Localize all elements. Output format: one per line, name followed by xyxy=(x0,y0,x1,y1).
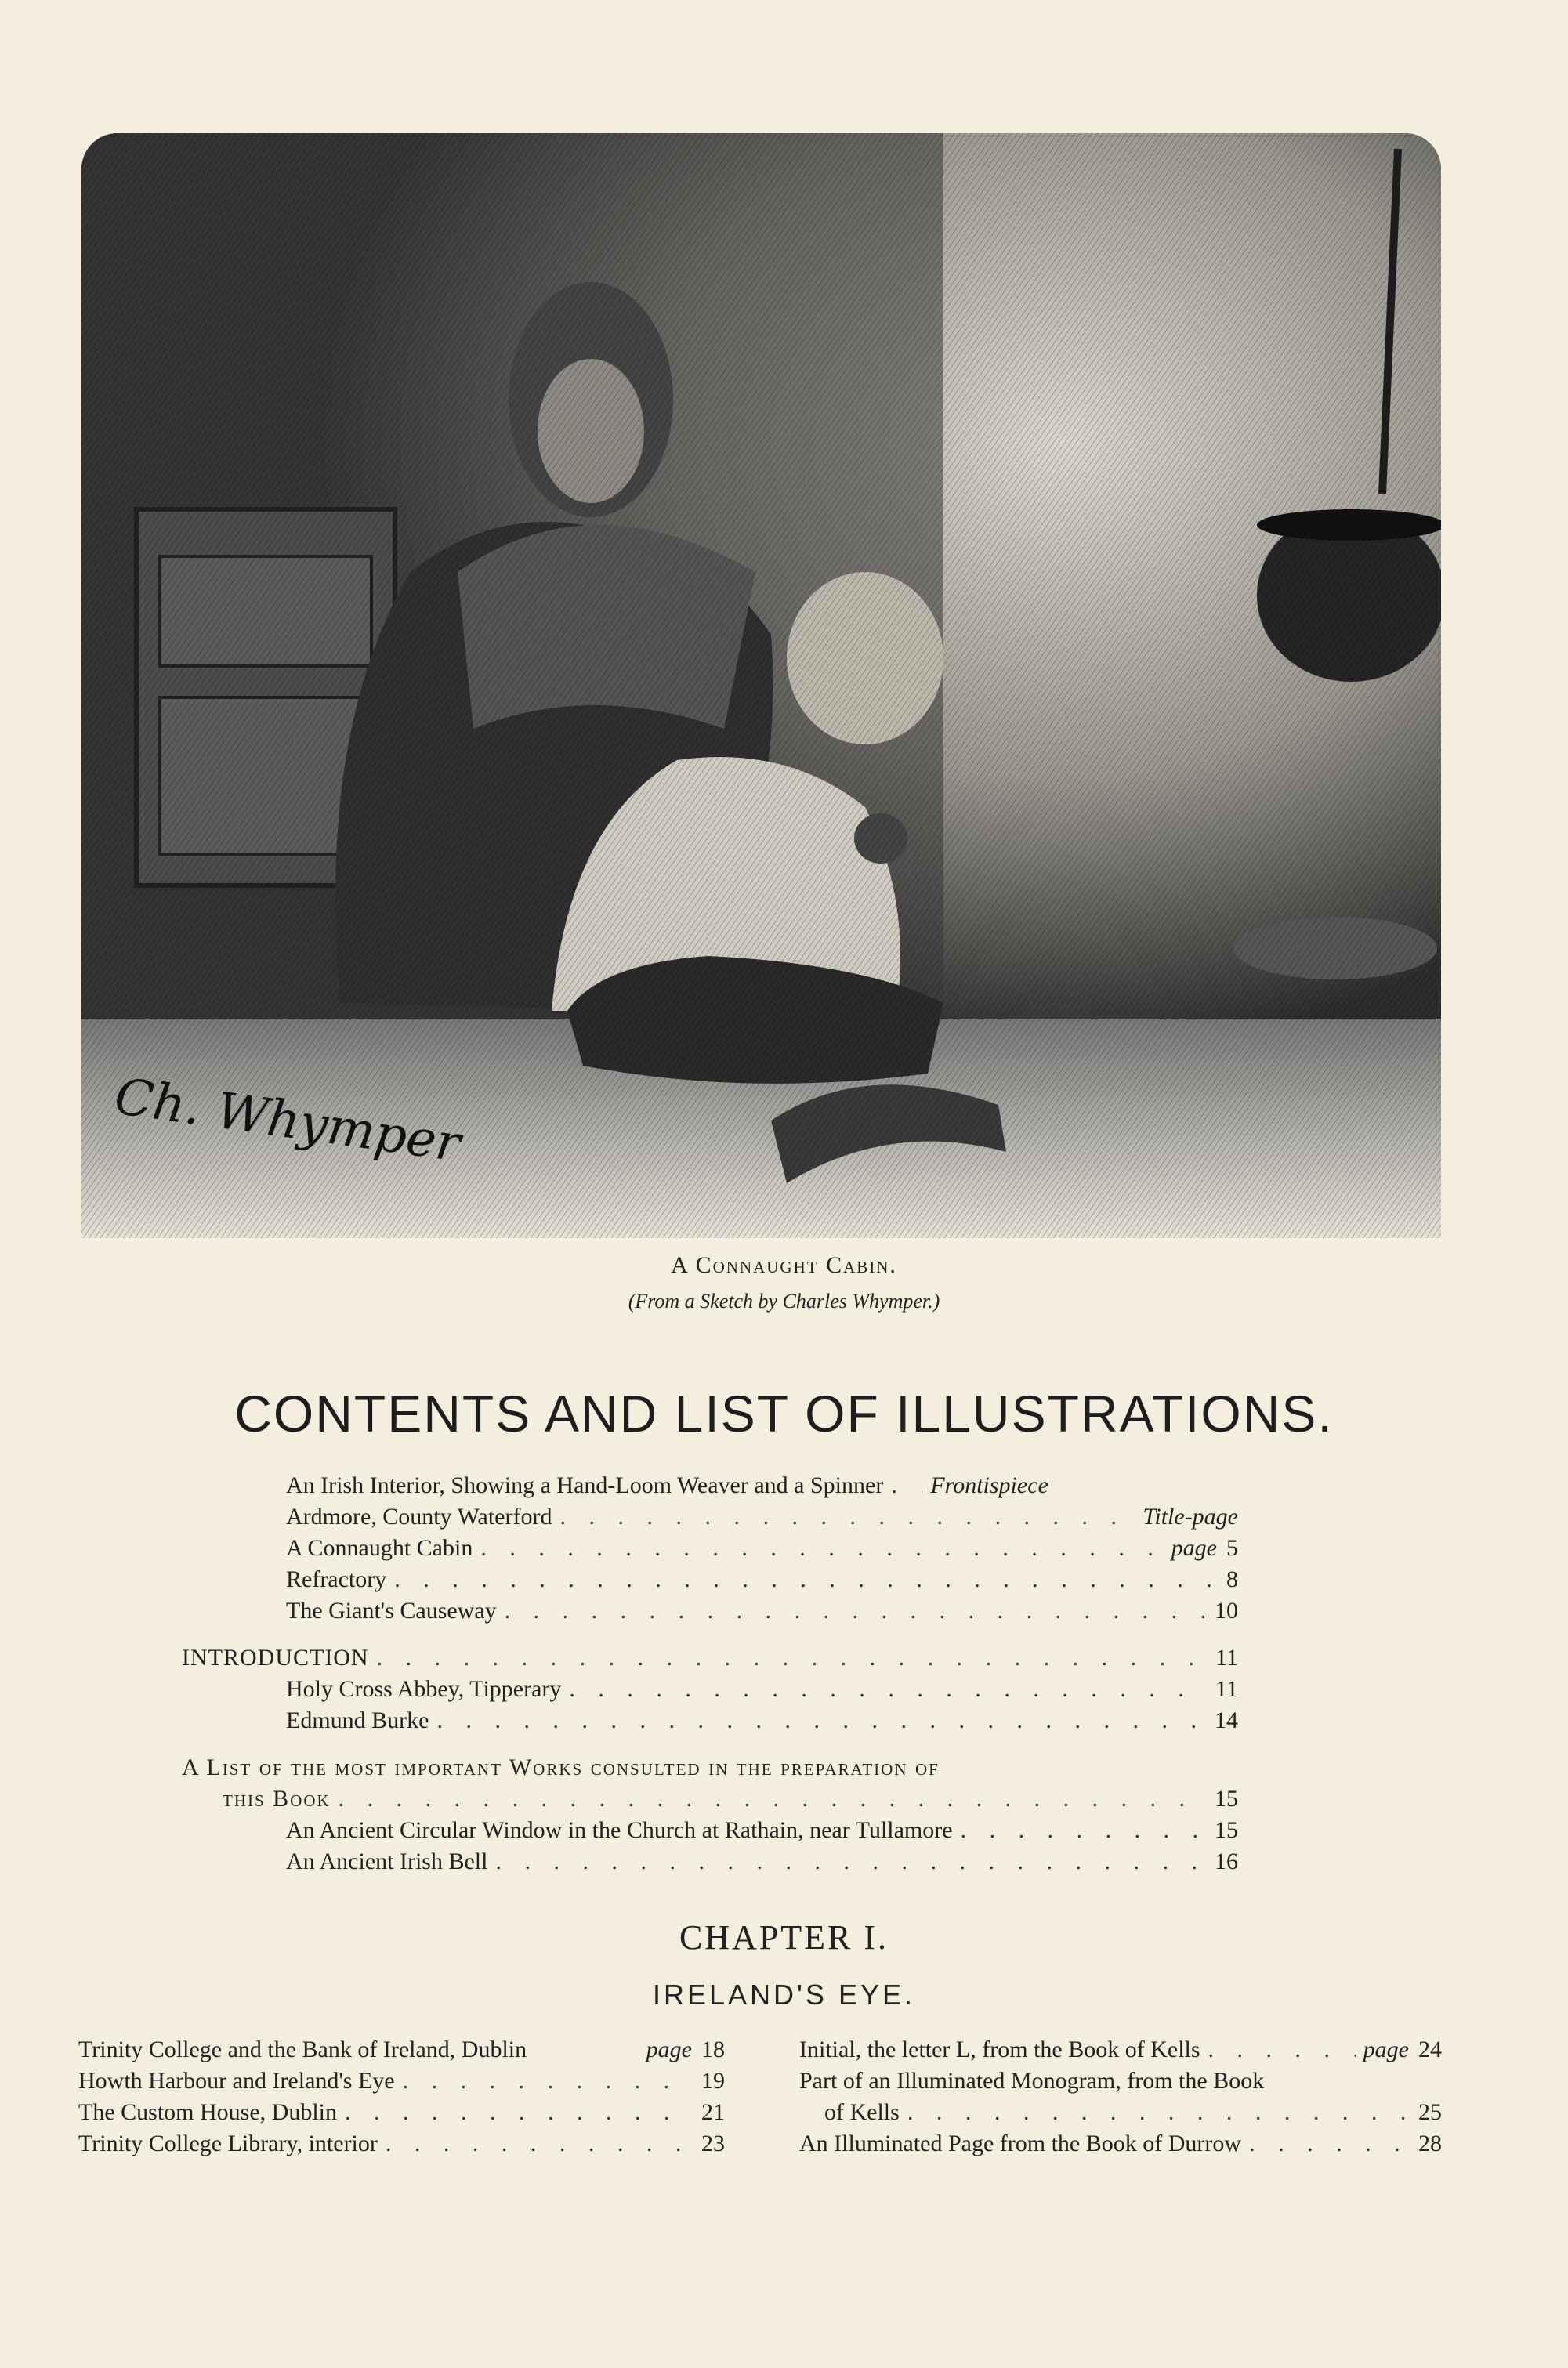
toc-entry[interactable] xyxy=(286,1595,1238,1627)
chapter-entry-title: The Custom House, Dublin xyxy=(78,2099,337,2125)
toc-entry[interactable] xyxy=(286,1846,1238,1877)
chapter-entry-page: 25 xyxy=(1418,2099,1442,2125)
dot-leader xyxy=(1249,2128,1410,2160)
dot-leader xyxy=(394,1564,1219,1595)
toc-section-title: A List of the most important Works consulted in the preparation of xyxy=(182,1754,940,1780)
toc-entry-title: Holy Cross Abbey, Tipperary xyxy=(286,1676,562,1702)
chapter-entry-page: 24 xyxy=(1418,2037,1442,2062)
dot-leader xyxy=(505,1595,1207,1627)
toc-entry-title: An Irish Interior, Showing a Hand-Loom Weaver and a Spinner xyxy=(286,1472,884,1498)
toc-section-works-list[interactable] xyxy=(182,1752,1238,1783)
chapter-entry-title: Part of an Illuminated Monogram, from the Book xyxy=(799,2068,1265,2094)
toc-section-title: INTRODUCTION xyxy=(182,1645,369,1671)
toc-entry-page: Frontispiece xyxy=(930,1472,1048,1498)
chapter-entry-title: Trinity College and the Bank of Ireland, Dublin xyxy=(78,2037,527,2062)
toc-entry[interactable] xyxy=(286,1470,1238,1501)
toc-section-page: 11 xyxy=(1215,1645,1238,1671)
chapter-entry-title: Trinity College Library, interior xyxy=(78,2131,378,2156)
dot-leader xyxy=(559,1501,1135,1533)
illustration-caption: A Connaught Cabin. xyxy=(671,1252,897,1278)
toc-entry-page: Title-page xyxy=(1143,1504,1238,1530)
chapter-entry-title: Howth Harbour and Ireland's Eye xyxy=(78,2068,395,2094)
chapter-entry[interactable] xyxy=(799,2034,1442,2066)
toc-entry-title: An Ancient Circular Window in the Church at Rathain, near Tullamore xyxy=(286,1817,953,1843)
chapter-entry-page: 19 xyxy=(701,2068,725,2094)
page-word: page xyxy=(1171,1535,1217,1561)
toc-entry-page: 8 xyxy=(1226,1566,1238,1592)
chapter-entry[interactable] xyxy=(78,2066,725,2097)
toc-entry-title: The Giant's Causeway xyxy=(286,1598,497,1624)
toc-entry[interactable] xyxy=(286,1674,1238,1705)
dot-leader xyxy=(386,2128,693,2160)
engraving-image xyxy=(81,133,1441,1238)
chapter-entry-page: 21 xyxy=(701,2099,725,2125)
toc-entry-page: 5 xyxy=(1226,1535,1238,1561)
toc-entry[interactable] xyxy=(286,1815,1238,1846)
chapter-entry-page: 18 xyxy=(701,2037,725,2062)
chapter-entry-page: 28 xyxy=(1418,2131,1442,2156)
chapter-entry-title: Initial, the letter L, from the Book of Kells xyxy=(799,2037,1200,2062)
toc-entry[interactable] xyxy=(286,1705,1238,1736)
toc-entry-page: 15 xyxy=(1215,1817,1238,1843)
chapter-entry-continued[interactable] xyxy=(824,2097,1442,2128)
toc-section-page: 15 xyxy=(1215,1786,1238,1812)
dot-leader xyxy=(403,2066,693,2097)
toc-entry-page: 16 xyxy=(1215,1848,1238,1874)
dot-leader xyxy=(345,2097,693,2128)
toc-entry-title: Refractory xyxy=(286,1566,387,1592)
chapter-entry[interactable] xyxy=(78,2034,725,2066)
dot-leader xyxy=(480,1533,1163,1564)
dot-leader xyxy=(339,1783,1207,1815)
dot-leader xyxy=(1208,2034,1356,2066)
toc-section-works-list-cont[interactable] xyxy=(223,1783,1238,1815)
toc-entry[interactable] xyxy=(286,1501,1238,1533)
dot-leader xyxy=(891,1470,922,1501)
chapter-entry-title: An Illuminated Page from the Book of Durrow xyxy=(799,2131,1242,2156)
dot-leader xyxy=(961,1815,1207,1846)
toc-entry-title: Ardmore, County Waterford xyxy=(286,1504,552,1530)
toc-section-introduction[interactable] xyxy=(182,1642,1238,1674)
toc-entry-title: A Connaught Cabin xyxy=(286,1535,473,1561)
chapter-entry[interactable] xyxy=(78,2128,725,2160)
chapter-entry[interactable] xyxy=(799,2066,1442,2097)
chapter-title: CHAPTER I. xyxy=(679,1918,889,1957)
dot-leader xyxy=(907,2097,1410,2128)
toc-entry-title: Edmund Burke xyxy=(286,1707,429,1733)
illustration-credit: (From a Sketch by Charles Whymper.) xyxy=(628,1290,940,1313)
toc-entry[interactable] xyxy=(286,1533,1238,1564)
toc-entry-page: 14 xyxy=(1215,1707,1238,1733)
page-word: page xyxy=(1363,2037,1409,2062)
dot-leader xyxy=(495,1846,1207,1877)
toc-section-title-continued: this Book xyxy=(223,1786,331,1812)
chapter-entry-page: 23 xyxy=(701,2131,725,2156)
engraver-signature: Ch. Whymper xyxy=(110,1067,464,1174)
toc-entry-page: 11 xyxy=(1215,1676,1238,1702)
chapter-entry-title: of Kells xyxy=(824,2099,900,2125)
chapter-entry[interactable] xyxy=(78,2097,725,2128)
dot-leader xyxy=(377,1642,1208,1674)
toc-entry[interactable] xyxy=(286,1564,1238,1595)
toc-entry-page: 10 xyxy=(1215,1598,1238,1624)
page-word: page xyxy=(646,2037,692,2062)
toc-entry-title: An Ancient Irish Bell xyxy=(286,1848,488,1874)
chapter-entry[interactable] xyxy=(799,2128,1442,2160)
dot-leader xyxy=(436,1705,1207,1736)
connaught-cabin-engraving xyxy=(81,133,1441,1238)
dot-leader xyxy=(569,1674,1208,1705)
page-title: CONTENTS AND LIST OF ILLUSTRATIONS. xyxy=(234,1385,1334,1443)
chapter-subtitle: IRELAND'S EYE. xyxy=(653,1979,915,2011)
